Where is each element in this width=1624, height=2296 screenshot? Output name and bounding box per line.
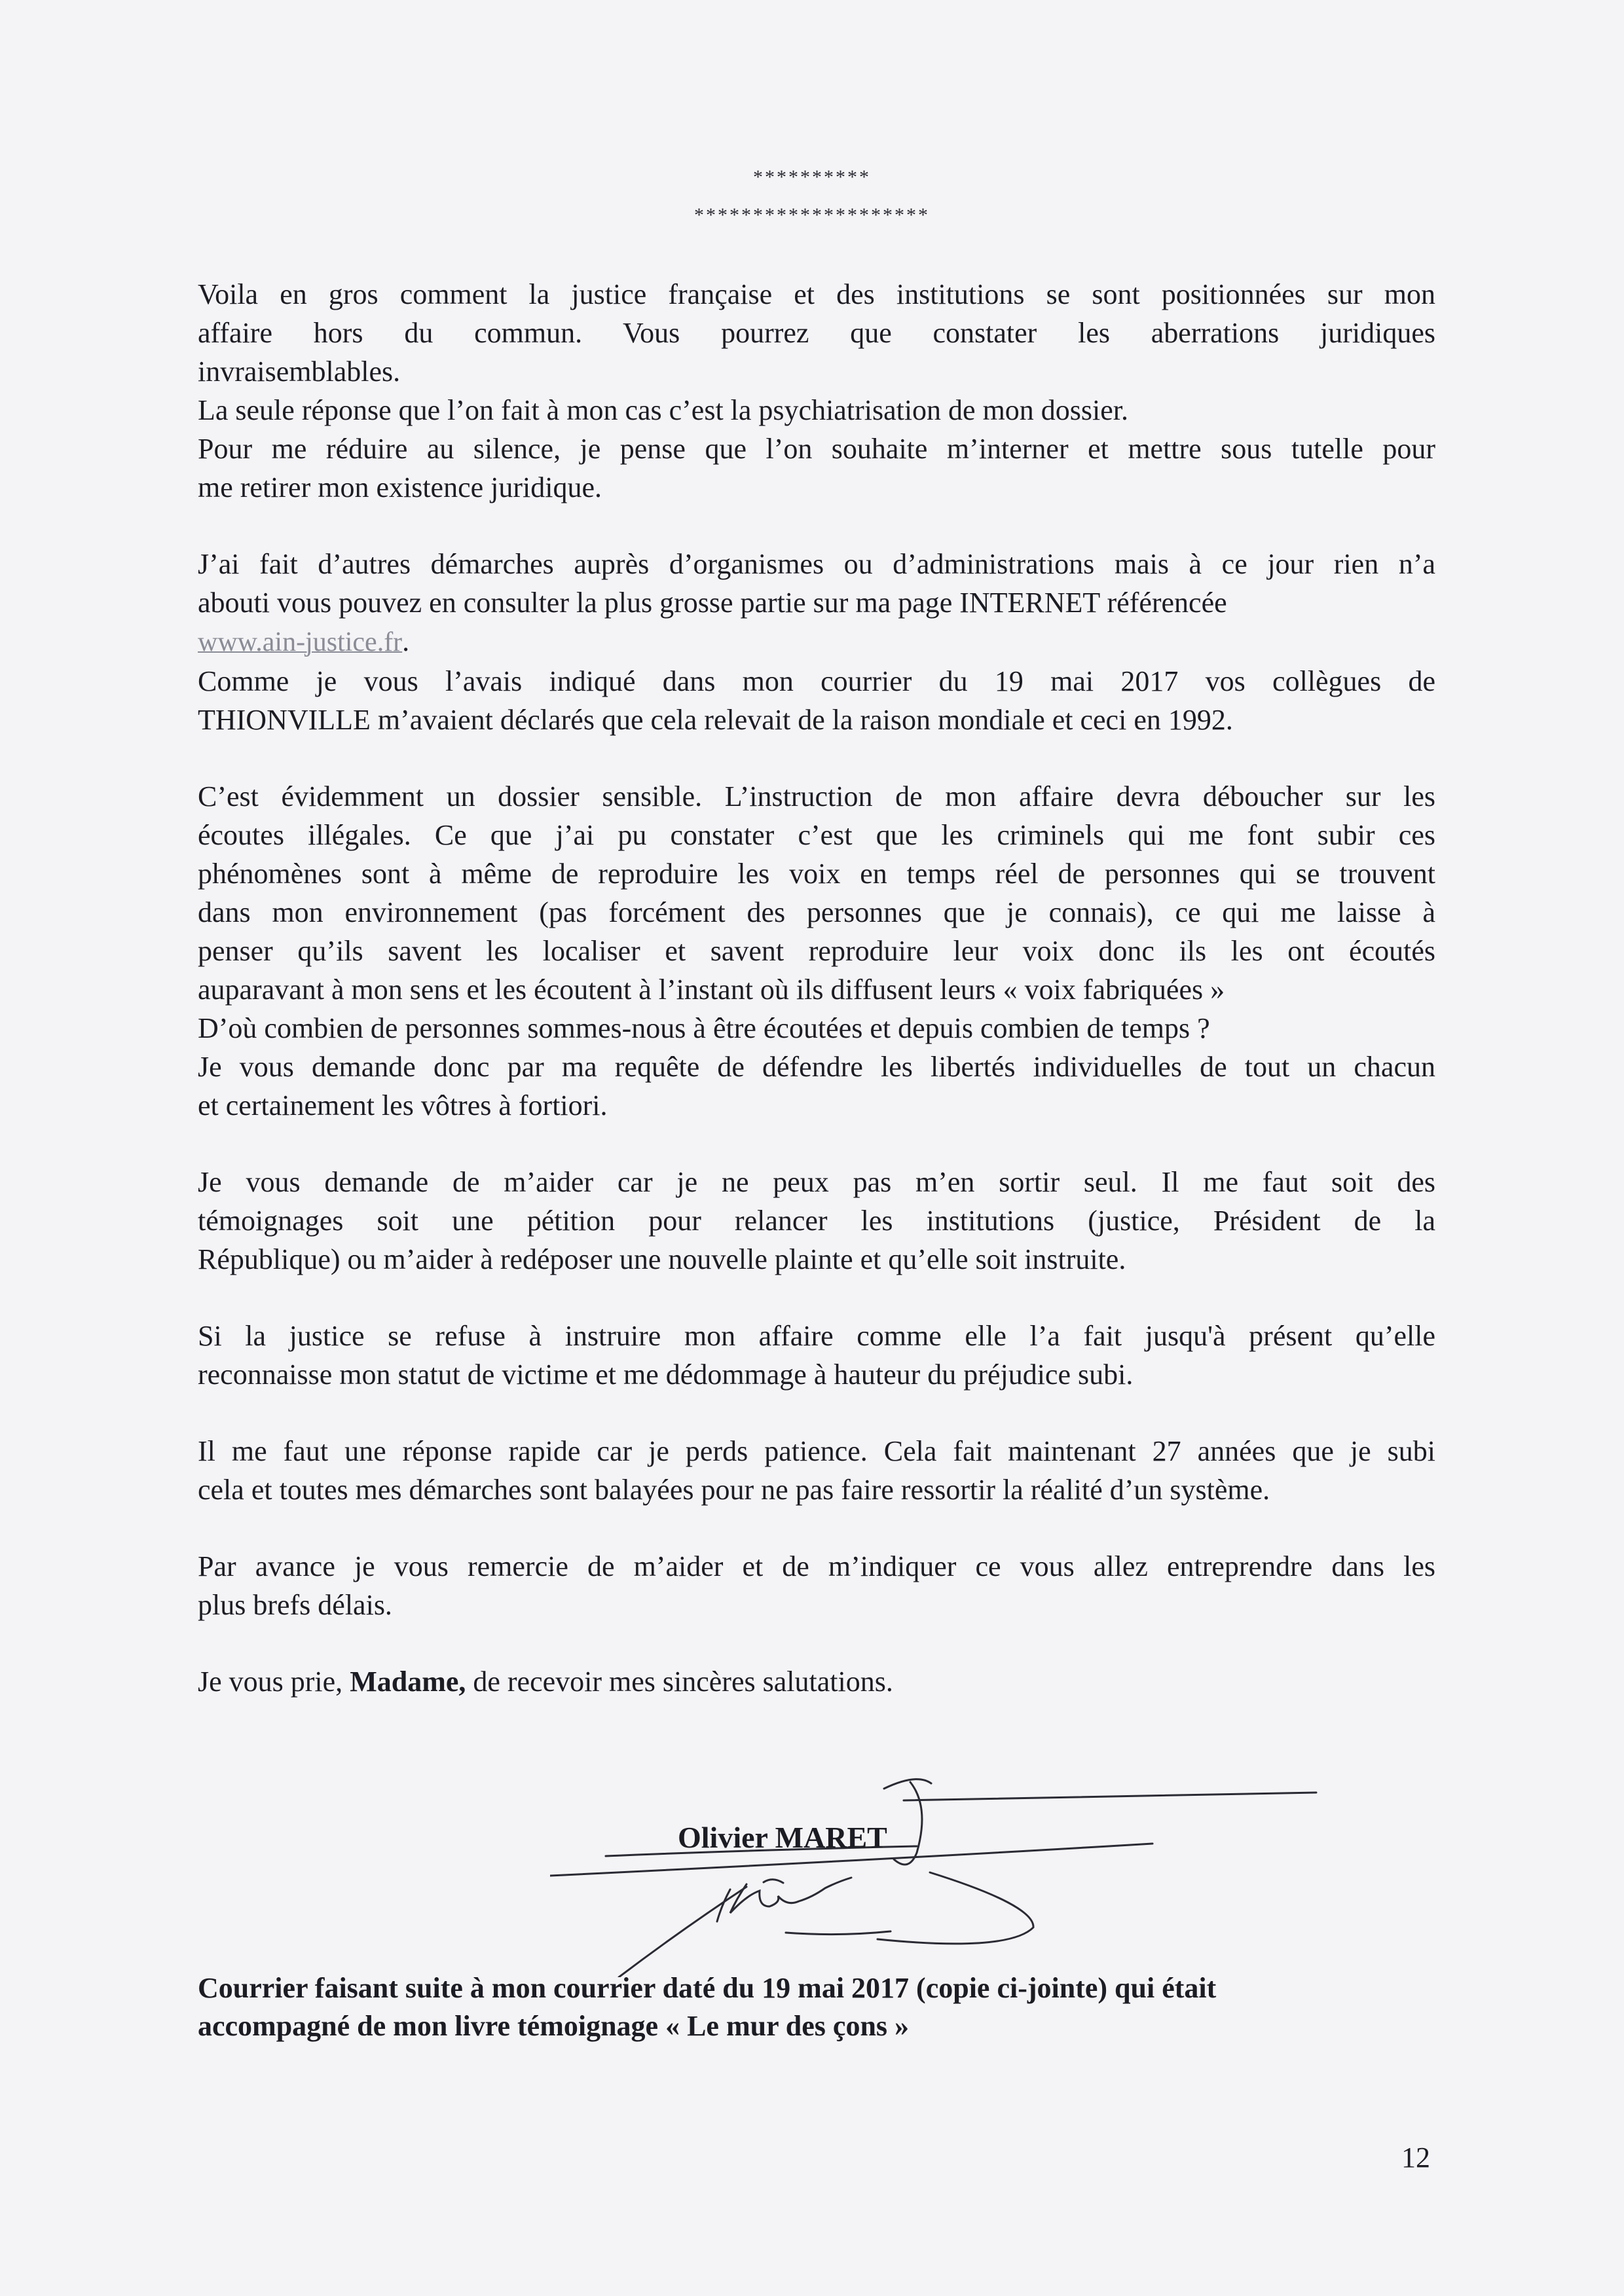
closing-post: de recevoir mes sincères salutations. <box>466 1666 893 1698</box>
letter-body <box>198 275 1435 1701</box>
text-line: Pour me réduire au silence, je pense que l’on souhaite m’interner et mettre sous tutelle pour <box>198 433 1435 465</box>
text-line: dans mon environnement (pas forcément des personnes que je connais), ce qui me laisse à <box>198 896 1435 928</box>
note-line: Courrier faisant suite à mon courrier daté du 19 mai 2017 (copie ci-jointe) qui était <box>198 1972 1217 2004</box>
text-line: écoutes illégales. Ce que j’ai pu constater c’est que les criminels qui me font subir ces <box>198 819 1435 851</box>
text-line: me retirer mon existence juridique. <box>198 471 602 503</box>
signatory-name: Olivier MARET <box>678 1821 887 1854</box>
text-line: et certainement les vôtres à fortiori. <box>198 1089 608 1121</box>
text-line: abouti vous pouvez en consulter la plus grosse partie sur ma page INTERNET référencée <box>198 587 1227 619</box>
text-line: phénomènes sont à même de reproduire les voix en temps réel de personnes qui se trouvent <box>198 858 1435 890</box>
text-line: penser qu’ils savent les localiser et savent reproduire leur voix donc ils les ont écoutés <box>198 935 1435 967</box>
text-line: République) ou m’aider à redéposer une nouvelle plainte et qu’elle soit instruite. <box>198 1243 1126 1275</box>
text-line: plus brefs délais. <box>198 1589 392 1621</box>
text-line: reconnaisse mon statut de victime et me dédommage à hauteur du préjudice subi. <box>198 1358 1134 1391</box>
text-line: témoignages soit une pétition pour relancer les institutions (justice, Président de la <box>198 1205 1435 1237</box>
text-line: La seule réponse que l’on fait à mon cas c’est la psychiatrisation de mon dossier. <box>198 394 1129 426</box>
header-separator-long: ******************** <box>694 204 930 226</box>
attachment-note <box>198 1969 1442 2045</box>
text-line: Comme je vous l’avais indiqué dans mon courrier du 19 mai 2017 vos collègues de <box>198 665 1435 697</box>
text-line: Si la justice se refuse à instruire mon affaire comme elle l’a fait jusqu'à présent qu’elle <box>198 1320 1435 1352</box>
text-line: Je vous demande de m’aider car je ne peux pas m’en sortir seul. Il me faut soit des <box>198 1166 1435 1198</box>
text-line: Je vous demande donc par ma requête de défendre les libertés individuelles de tout un chacun <box>198 1051 1435 1083</box>
page-number: 12 <box>1401 2141 1430 2174</box>
website-link[interactable]: www.ain-justice.fr <box>198 627 403 657</box>
text-line: auparavant à mon sens et les écoutent à l’instant où ils diffusent leurs « voix fabriquées » <box>198 974 1225 1006</box>
text-line: Il me faut une réponse rapide car je perds patience. Cela fait maintenant 27 années que je subi <box>198 1435 1435 1467</box>
header-separator-short: ********** <box>753 166 871 188</box>
text-line: affaire hors du commun. Vous pourrez que constater les aberrations juridiques <box>198 317 1435 349</box>
text-line: Par avance je vous remercie de m’aider et de m’indiquer ce vous allez entreprendre dans les <box>198 1550 1435 1582</box>
handwritten-signature <box>550 1761 1336 1977</box>
link-period: . <box>402 625 410 657</box>
text-line: D’où combien de personnes sommes-nous à être écoutées et depuis combien de temps ? <box>198 1012 1210 1044</box>
text-line: THIONVILLE m’avaient déclarés que cela relevait de la raison mondiale et ceci en 1992. <box>198 704 1233 736</box>
closing-line <box>198 1662 1435 1701</box>
text-line: Voila en gros comment la justice française et des institutions se sont positionnées sur mon <box>198 278 1435 310</box>
text-line: J’ai fait d’autres démarches auprès d’organismes ou d’administrations mais à ce jour rien n’a <box>198 548 1435 580</box>
note-line: accompagné de mon livre témoignage « Le mur des çons » <box>198 2010 910 2042</box>
text-line: cela et toutes mes démarches sont balayées pour ne pas faire ressortir la réalité d’un système. <box>198 1474 1270 1506</box>
text-line: C’est évidemment un dossier sensible. L’instruction de mon affaire devra déboucher sur les <box>198 780 1435 812</box>
text-line: invraisemblables. <box>198 355 401 388</box>
signature-block <box>550 1761 1336 1977</box>
closing-pre: Je vous prie, <box>198 1666 350 1698</box>
closing-addressee: Madame, <box>350 1666 466 1698</box>
text-line <box>198 622 1435 662</box>
